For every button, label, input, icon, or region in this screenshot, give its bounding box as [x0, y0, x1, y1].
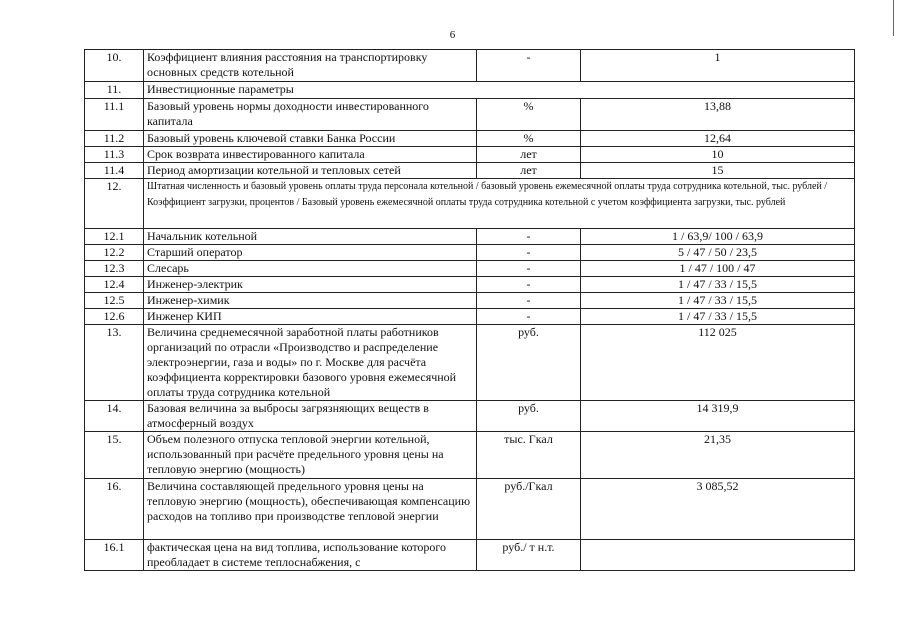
- unit-cell: -: [477, 229, 581, 245]
- row-number: 15.: [85, 432, 144, 479]
- value-cell: 10: [581, 147, 855, 163]
- section-title: Штатная численность и базовый уровень оплаты труда персонала котельной / базовый уровень ежемесячной оплаты труда сотрудника котельной, тыс. рублей / Коэффициент загрузки, процентов / Базовый уровень ежемесячной оплаты труда сотрудника котельной с учетом коэффициента загрузки, тыс. рублей: [144, 179, 855, 229]
- table-row: [85, 309, 855, 325]
- value-cell: 1 / 47 / 100 / 47: [581, 261, 855, 277]
- row-number: 12.: [85, 179, 144, 229]
- parameter-name: Базовая величина за выбросы загрязняющих веществ в атмосферный воздух: [144, 401, 477, 432]
- table-row: [85, 293, 855, 309]
- parameter-name: Начальник котельной: [144, 229, 477, 245]
- table-row: [85, 540, 855, 571]
- parameters-table: [84, 49, 855, 571]
- table-row: [85, 479, 855, 540]
- unit-cell: тыс. Гкал: [477, 432, 581, 479]
- parameter-name: Базовый уровень ключевой ставки Банка России: [144, 131, 477, 147]
- parameter-name: Инженер-электрик: [144, 277, 477, 293]
- value-cell: [581, 540, 855, 571]
- unit-cell: лет: [477, 163, 581, 179]
- row-number: 11.3: [85, 147, 144, 163]
- value-cell: 1: [581, 50, 855, 82]
- table-row: [85, 325, 855, 401]
- unit-cell: %: [477, 131, 581, 147]
- table-row: [85, 261, 855, 277]
- parameter-name: Величина составляющей предельного уровня цены на тепловую энергию (мощность), обеспечивающая компенсацию расходов на топливо при производстве тепловой энергии: [144, 479, 477, 540]
- row-number: 12.3: [85, 261, 144, 277]
- value-cell: 1 / 47 / 33 / 15,5: [581, 309, 855, 325]
- row-number: 14.: [85, 401, 144, 432]
- value-cell: 21,35: [581, 432, 855, 479]
- row-number: 11.2: [85, 131, 144, 147]
- row-number: 10.: [85, 50, 144, 82]
- value-cell: 13,88: [581, 99, 855, 131]
- margin-line: [893, 0, 894, 36]
- unit-cell: руб.: [477, 325, 581, 401]
- table-row: [85, 82, 855, 99]
- unit-cell: -: [477, 293, 581, 309]
- table-row: [85, 99, 855, 131]
- table-row: [85, 229, 855, 245]
- value-cell: 12,64: [581, 131, 855, 147]
- unit-cell: руб./ т н.т.: [477, 540, 581, 571]
- parameter-name: Слесарь: [144, 261, 477, 277]
- parameter-name: Объем полезного отпуска тепловой энергии котельной, использованный при расчёте предельного уровня цены на тепловую энергию (мощность): [144, 432, 477, 479]
- unit-cell: лет: [477, 147, 581, 163]
- parameter-name: Инженер-химик: [144, 293, 477, 309]
- value-cell: 5 / 47 / 50 / 23,5: [581, 245, 855, 261]
- table-row: [85, 432, 855, 479]
- row-number: 12.6: [85, 309, 144, 325]
- unit-cell: -: [477, 261, 581, 277]
- row-number: 16.1: [85, 540, 144, 571]
- row-number: 12.1: [85, 229, 144, 245]
- parameter-name: фактическая цена на вид топлива, использование которого преобладает в системе теплоснабжения, с: [144, 540, 477, 571]
- table-row: [85, 245, 855, 261]
- value-cell: 112 025: [581, 325, 855, 401]
- value-cell: 3 085,52: [581, 479, 855, 540]
- table-row: [85, 50, 855, 82]
- row-number: 11.1: [85, 99, 144, 131]
- row-number: 12.4: [85, 277, 144, 293]
- page-number: 6: [449, 29, 456, 41]
- unit-cell: %: [477, 99, 581, 131]
- unit-cell: -: [477, 277, 581, 293]
- unit-cell: -: [477, 50, 581, 82]
- table-row: [85, 277, 855, 293]
- value-cell: 1 / 47 / 33 / 15,5: [581, 293, 855, 309]
- table-row: [85, 131, 855, 147]
- row-number: 16.: [85, 479, 144, 540]
- table-row: [85, 401, 855, 432]
- unit-cell: -: [477, 309, 581, 325]
- row-number: 12.2: [85, 245, 144, 261]
- table-row: [85, 179, 855, 229]
- unit-cell: руб.: [477, 401, 581, 432]
- row-number: 11.4: [85, 163, 144, 179]
- parameter-name: Старший оператор: [144, 245, 477, 261]
- parameter-name: Величина среднемесячной заработной платы работников организаций по отрасли «Производство и распределение электроэнергии, газа и воды» по г. Москве для расчёта коэффициента корректировки базового уровня ежемесячной оплаты труда сотрудника котельной: [144, 325, 477, 401]
- value-cell: 15: [581, 163, 855, 179]
- unit-cell: -: [477, 245, 581, 261]
- unit-cell: руб./Гкал: [477, 479, 581, 540]
- row-number: 11.: [85, 82, 144, 99]
- section-title: Инвестиционные параметры: [144, 82, 855, 99]
- parameter-name: Базовый уровень нормы доходности инвестированного капитала: [144, 99, 477, 131]
- row-number: 12.5: [85, 293, 144, 309]
- value-cell: 14 319,9: [581, 401, 855, 432]
- row-number: 13.: [85, 325, 144, 401]
- parameter-name: Период амортизации котельной и тепловых сетей: [144, 163, 477, 179]
- parameter-name: Срок возврата инвестированного капитала: [144, 147, 477, 163]
- table-row: [85, 163, 855, 179]
- parameter-name: Инженер КИП: [144, 309, 477, 325]
- value-cell: 1 / 47 / 33 / 15,5: [581, 277, 855, 293]
- parameter-name: Коэффициент влияния расстояния на транспортировку основных средств котельной: [144, 50, 477, 82]
- table-row: [85, 147, 855, 163]
- value-cell: 1 / 63,9/ 100 / 63,9: [581, 229, 855, 245]
